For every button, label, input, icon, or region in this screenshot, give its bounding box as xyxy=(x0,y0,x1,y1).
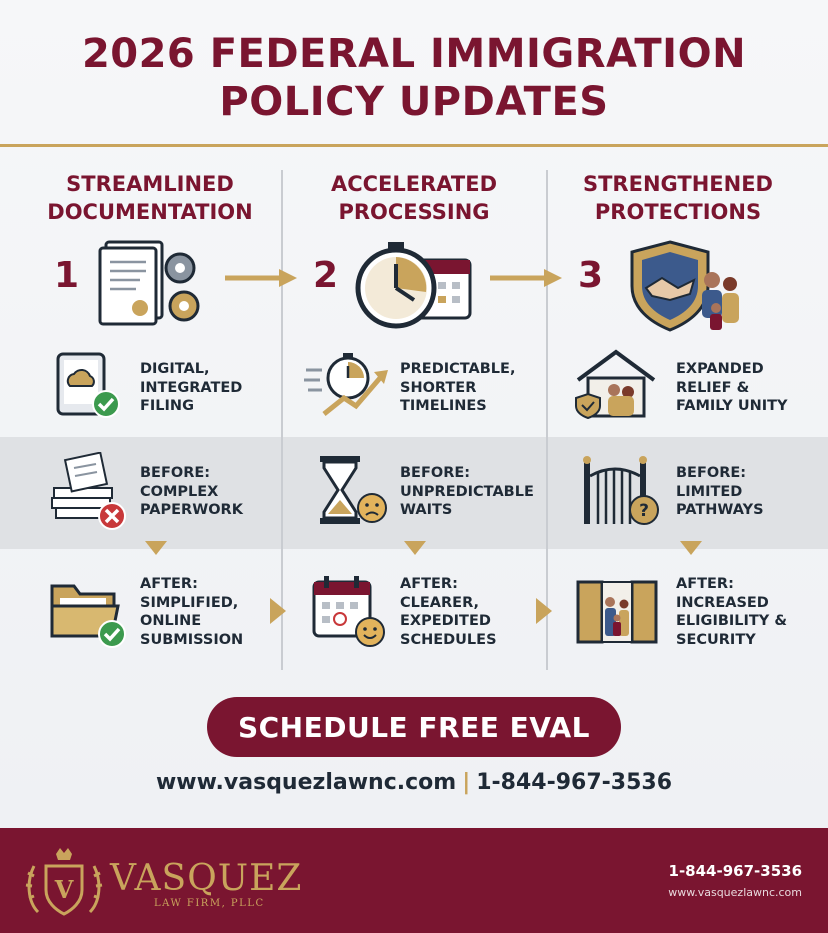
calendar-smile-icon xyxy=(310,574,390,650)
benefit-text-1 xyxy=(140,360,242,416)
after-2-line-3: SCHEDULES xyxy=(400,631,497,648)
column-title-1-line-1: STREAMLINED xyxy=(66,172,234,196)
after-3-label: AFTER: xyxy=(676,576,734,592)
after-1-line-2: ONLINE xyxy=(140,613,202,629)
before-2-line-2: WAITS xyxy=(400,502,453,518)
after-2-label: AFTER: xyxy=(400,576,458,592)
benefit-text-3 xyxy=(676,360,788,416)
column-title-2-line-2: PROCESSING xyxy=(338,200,490,224)
after-2-line-2: EXPEDITED xyxy=(400,613,491,629)
title-line-1: 2026 FEDERAL IMMIGRATION xyxy=(81,31,747,77)
hourglass-frown-icon xyxy=(316,452,390,528)
phone-link[interactable]: 1-844-967-3536 xyxy=(476,770,673,795)
column-divider-2 xyxy=(546,170,548,670)
after-3-line-1: INCREASED xyxy=(676,594,769,611)
gate-question-icon xyxy=(578,452,662,530)
after-text-1 xyxy=(140,575,243,649)
law-firm-crest-logo xyxy=(24,846,104,922)
before-text-2 xyxy=(400,464,534,520)
before-2-label: BEFORE: xyxy=(400,465,471,481)
column-title-2-line-1: ACCELERATED xyxy=(330,172,498,196)
chevron-down-icon xyxy=(145,541,167,555)
footer-phone-link[interactable]: 1-844-967-3536 xyxy=(668,862,802,880)
chevron-right-icon xyxy=(270,598,286,624)
benefit-text-2 xyxy=(400,360,515,416)
website-link[interactable]: www.vasquezlawnc.com xyxy=(155,770,457,795)
schedule-free-eval-button[interactable]: SCHEDULE FREE EVAL xyxy=(207,697,621,757)
benefit-2-line-3: TIMELINES xyxy=(400,398,487,414)
chevron-right-icon xyxy=(536,598,552,624)
contact-separator: | xyxy=(462,770,471,795)
logo-subtitle: LAW FIRM, PLLC xyxy=(154,898,265,909)
benefit-3-line-3: FAMILY UNITY xyxy=(676,398,788,414)
after-text-2 xyxy=(400,575,497,649)
documents-gears-icon xyxy=(96,238,206,330)
step-arrow-1-icon xyxy=(225,268,297,288)
before-text-1 xyxy=(140,464,243,520)
before-3-label: BEFORE: xyxy=(676,465,747,481)
step-number-3: 3 xyxy=(578,255,604,296)
folder-check-icon xyxy=(48,572,130,650)
chevron-down-icon xyxy=(404,541,426,555)
before-1-line-1: COMPLEX xyxy=(140,483,219,500)
column-divider-1 xyxy=(281,170,283,670)
column-title-1 xyxy=(12,170,288,226)
tablet-cloud-check-icon xyxy=(54,350,122,420)
gold-divider-rule xyxy=(0,144,828,147)
column-title-1-line-2: DOCUMENTATION xyxy=(47,200,253,224)
after-2-line-1: CLEARER, xyxy=(400,594,480,611)
open-doors-family-icon xyxy=(574,574,660,646)
after-1-line-3: SUBMISSION xyxy=(140,631,244,648)
before-3-line-2: PATHWAYS xyxy=(676,502,764,518)
title-line-2: POLICY UPDATES xyxy=(219,79,609,125)
contact-line xyxy=(0,770,828,795)
page-title xyxy=(0,30,828,126)
svg-text:V: V xyxy=(54,875,74,904)
benefit-3-line-1: EXPANDED xyxy=(676,361,764,377)
house-family-shield-icon xyxy=(572,348,658,420)
after-text-3 xyxy=(676,575,787,649)
step-number-2: 2 xyxy=(313,255,339,296)
column-title-3-line-2: PROTECTIONS xyxy=(594,200,762,224)
stopwatch-trend-icon xyxy=(304,348,390,420)
benefit-2-line-1: PREDICTABLE, xyxy=(400,361,516,377)
footer-website-link[interactable]: www.vasquezlawnc.com xyxy=(668,886,802,899)
shield-handshake-family-icon xyxy=(626,238,744,334)
before-2-line-1: UNPREDICTABLE xyxy=(400,483,534,500)
column-title-3 xyxy=(540,170,816,226)
after-3-line-3: SECURITY xyxy=(676,631,756,648)
before-1-label: BEFORE: xyxy=(140,465,211,481)
benefit-1-line-2: INTEGRATED xyxy=(140,379,243,396)
before-text-3 xyxy=(676,464,764,520)
logo-name: VASQUEZ xyxy=(110,858,303,899)
chevron-down-icon xyxy=(680,541,702,555)
after-1-line-1: SIMPLIFIED, xyxy=(140,594,239,611)
step-arrow-2-icon xyxy=(490,268,562,288)
after-3-line-2: ELIGIBILITY & xyxy=(676,613,788,629)
before-3-line-1: LIMITED xyxy=(676,483,743,500)
stopwatch-calendar-icon xyxy=(354,240,476,330)
benefit-1-line-1: DIGITAL, xyxy=(140,361,210,377)
benefit-1-line-3: FILING xyxy=(140,398,194,414)
column-title-3-line-1: STRENGTHENED xyxy=(582,172,773,196)
column-title-2 xyxy=(276,170,552,226)
benefit-2-line-2: SHORTER xyxy=(400,379,477,396)
paper-stack-x-icon xyxy=(48,452,130,532)
after-1-label: AFTER: xyxy=(140,576,198,592)
step-number-1: 1 xyxy=(54,255,80,296)
before-1-line-2: PAPERWORK xyxy=(140,502,243,518)
benefit-3-line-2: RELIEF & xyxy=(676,379,750,396)
svg-text:?: ? xyxy=(639,501,649,521)
